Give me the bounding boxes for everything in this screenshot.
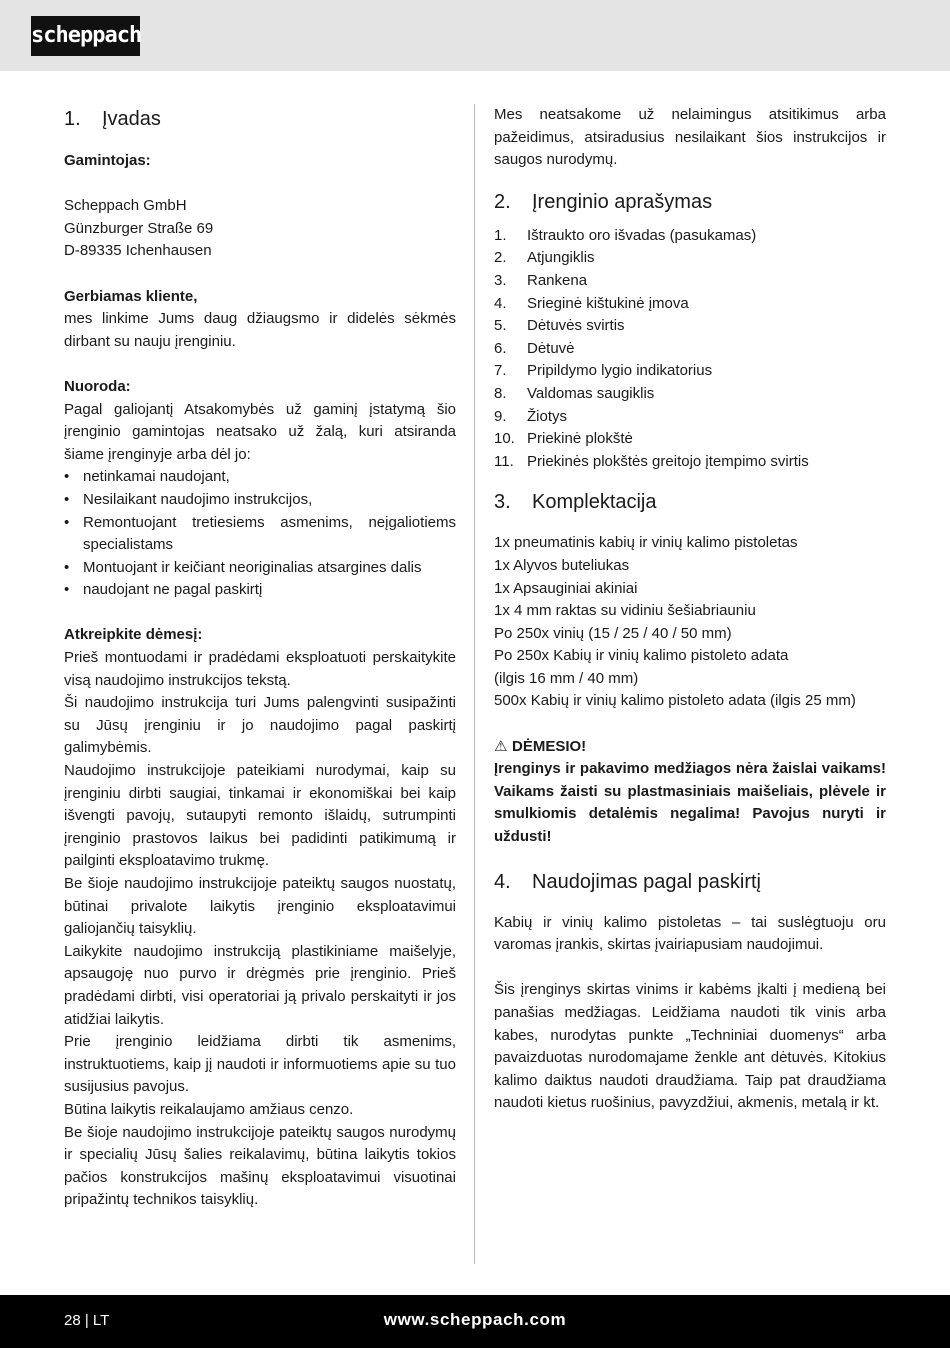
section-number: 2.	[494, 190, 511, 213]
item-number: 1.	[494, 226, 507, 244]
list-item	[494, 247, 886, 270]
disclaimer-text: Mes neatsakome už nelaimingus atsitikimus arba pažeidimus, atsiradusius nesilaikant šios instrukcijos ir saugos nurodymų.	[494, 106, 886, 169]
parts-list	[494, 225, 886, 474]
item-text: Atjungiklis	[527, 249, 595, 267]
warning-heading	[494, 736, 886, 759]
item-number: 9.	[494, 407, 507, 425]
item-text: Priekinė plokštė	[527, 430, 633, 448]
item-text: Rankena	[527, 271, 588, 289]
list-item	[494, 293, 886, 316]
item-number: 11.	[494, 452, 514, 470]
list-item: • netinkamai naudojant,	[64, 466, 456, 489]
left-column	[64, 104, 456, 1212]
attention-label: Atkreipkite dėmesį:	[64, 626, 203, 644]
usage-paragraph: Kabių ir vinių kalimo pistoletas – tai suslėgtuoju oru varomas įrankis, skirtas įvairiapusiam naudojimui.	[494, 913, 886, 954]
section-3-heading	[494, 487, 886, 517]
attention-paragraph: Be šioje naudojimo instrukcijoje pateiktų saugos nurodymų ir specialių Jūsų šalies reikalavimų, būtina laikytis tokios pačios konstrukcijos mašinų eksploatavimui visuotinai pripažintų technikos taisyklių.	[64, 1123, 456, 1209]
warning-label: DĖMESIO!	[512, 737, 587, 755]
item-number: 7.	[494, 362, 507, 380]
header-bar	[0, 0, 950, 71]
attention-paragraph: Be šioje naudojimo instrukcijoje pateiktų saugos nuostatų, būtinai privalote laikytis įrenginio eksploatavimui galiojančių taisyklių.	[64, 875, 456, 938]
item-number: 4.	[494, 294, 507, 312]
attention-paragraph: Būtina laikytis reikalaujamo amžiaus cenzo.	[64, 1100, 354, 1118]
address-line: Scheppach GmbH	[64, 197, 187, 215]
list-item	[494, 270, 886, 293]
item-text: Srieginė kištukinė įmova	[527, 294, 689, 312]
item-text: Dėtuvė	[527, 339, 575, 357]
list-item: • Nesilaikant naudojimo instrukcijos,	[64, 489, 456, 512]
address-line: Günzburger Straße 69	[64, 219, 214, 237]
item-text: Pripildymo lygio indikatorius	[527, 362, 713, 380]
right-column	[494, 104, 886, 1115]
item-number: 3.	[494, 271, 507, 289]
section-2-heading	[494, 187, 886, 217]
footer-bar	[0, 1295, 950, 1348]
item-text: Žiotys	[527, 407, 568, 425]
contents-line: 1x pneumatinis kabių ir vinių kalimo pistoletas	[494, 534, 798, 552]
page-number: 28 | LT	[64, 1312, 110, 1329]
list-item	[494, 428, 886, 451]
warning-triangle-icon: ⚠	[494, 737, 508, 755]
section-title: Komplektacija	[532, 491, 657, 514]
attention-paragraph: Ši naudojimo instrukcija turi Jums palengvinti susipažinti su Jūsų įrenginiu ir jo naudojimo pagal paskirtį galimybėmis.	[64, 694, 456, 757]
item-number: 8.	[494, 384, 507, 402]
list-item	[494, 338, 886, 361]
list-item	[494, 383, 886, 406]
attention-paragraph: Prie įrenginio leidžiama dirbti tik asmenims, instruktuotiems, kaip jį naudoti ir informuotiems apie su tuo susijusius pavojus.	[64, 1033, 456, 1096]
item-number: 5.	[494, 317, 507, 335]
list-item	[494, 225, 886, 248]
note-label: Nuoroda:	[64, 377, 131, 395]
column-divider	[474, 104, 475, 1264]
attention-paragraph: Naudojimo instrukcijoje pateikiami nurodymai, kaip su įrenginiu dirbti saugiai, tinkamai ir ekonomiškai bei kaip išvengti pavojų, sutaupyti remonto išlaidų, sutrumpinti įrenginio prastovos laikus bei padidinti patikimumą ir pailginti eksploatavimo trukmę.	[64, 762, 456, 870]
item-number: 2.	[494, 249, 507, 267]
list-item	[494, 360, 886, 383]
manufacturer-label: Gamintojas:	[64, 152, 151, 169]
item-text: Dėtuvės svirtis	[527, 317, 625, 335]
item-text: Valdomas saugiklis	[527, 384, 655, 402]
section-1-heading	[64, 104, 456, 134]
section-number: 1.	[64, 108, 81, 130]
warning-text: Įrenginys ir pakavimo medžiagos nėra žaislai vaikams! Vaikams žaisti su plastmasiniais maišeliais, plėvele ir smulkiomis detalėmis negalima! Pavojus nuryti ir uždusti!	[494, 760, 886, 846]
attention-paragraph: Prieš montuodami ir pradėdami eksploatuoti perskaitykite visą naudojimo instrukcijos tekstą.	[64, 649, 456, 689]
website-link[interactable]: www.scheppach.com	[383, 1310, 567, 1329]
brand-logo: scheppach	[31, 16, 140, 56]
contents-line: 1x 4 mm raktas su vidiniu šešiabriauniu	[494, 602, 756, 620]
attention-paragraph: Laikykite naudojimo instrukciją plastikiniame maišelyje, apsaugoję nuo purvo ir drėgmės prie įrenginio. Prieš pradėdami dirbti, visi operatoriai ją privalo perskaityti ir jos atidžiai laikytis.	[64, 942, 456, 1028]
section-title: Naudojimas pagal paskirtį	[532, 870, 762, 893]
list-item: • Montuojant ir keičiant neoriginalias atsargines dalis	[64, 557, 456, 580]
address-line: D-89335 Ichenhausen	[64, 242, 212, 260]
list-item: • naudojant ne pagal paskirtį	[64, 579, 456, 602]
item-number: 10.	[494, 430, 515, 448]
item-number: 6.	[494, 339, 507, 357]
section-title: Įrenginio aprašymas	[532, 190, 713, 213]
contents-line: (ilgis 16 mm / 40 mm)	[494, 669, 639, 687]
item-text: Ištraukto oro išvadas (pasukamas)	[527, 226, 757, 244]
item-text: Priekinės plokštės greitojo įtempimo svirtis	[527, 452, 809, 470]
section-number: 3.	[494, 491, 511, 514]
liability-list	[64, 466, 456, 602]
section-number: 4.	[494, 870, 511, 893]
contents-line: 1x Alyvos buteliukas	[494, 556, 630, 574]
list-item	[494, 451, 886, 474]
greeting-title: Gerbiamas kliente,	[64, 287, 198, 305]
greeting-text: mes linkime Jums daug džiaugsmo ir didelės sėkmės dirbant su nauju įrenginiu.	[64, 310, 456, 350]
section-title: Įvadas	[102, 108, 161, 130]
note-text: Pagal galiojantį Atsakomybės už gaminį įstatymą šio įrenginio gamintojas neatsako už žalą, kuri atsiranda šiame įrenginyje arba dėl jo:	[64, 400, 456, 463]
contents-line: Po 250x vinių (15 / 25 / 40 / 50 mm)	[494, 624, 732, 642]
section-4-heading	[494, 867, 886, 897]
contents-line: 500x Kabių ir vinių kalimo pistoleto adata (ilgis 25 mm)	[494, 692, 856, 710]
usage-paragraph: Šis įrenginys skirtas vinims ir kabėms įkalti į medieną bei panašias medžiagas. Leidžiama naudoti tik vinis arba kabes, nurodytas punkte „Techniniai duomenys“ arba pavaizduotas nurodomajame ženkle ant dėtuvės. Kitokius kalimo daiktus naudoti draudžiama. Taip pat draudžiama naudoti kietus ruošinius, pavyzdžiui, akmenis, metalą ir kt.	[494, 981, 886, 1112]
contents-line: 1x Apsauginiai akiniai	[494, 579, 638, 597]
list-item	[494, 315, 886, 338]
contents-line: Po 250x Kabių ir vinių kalimo pistoleto adata	[494, 647, 789, 665]
list-item	[494, 406, 886, 429]
list-item: • Remontuojant tretiesiems asmenims, neįgaliotiems specialistams	[64, 512, 456, 557]
